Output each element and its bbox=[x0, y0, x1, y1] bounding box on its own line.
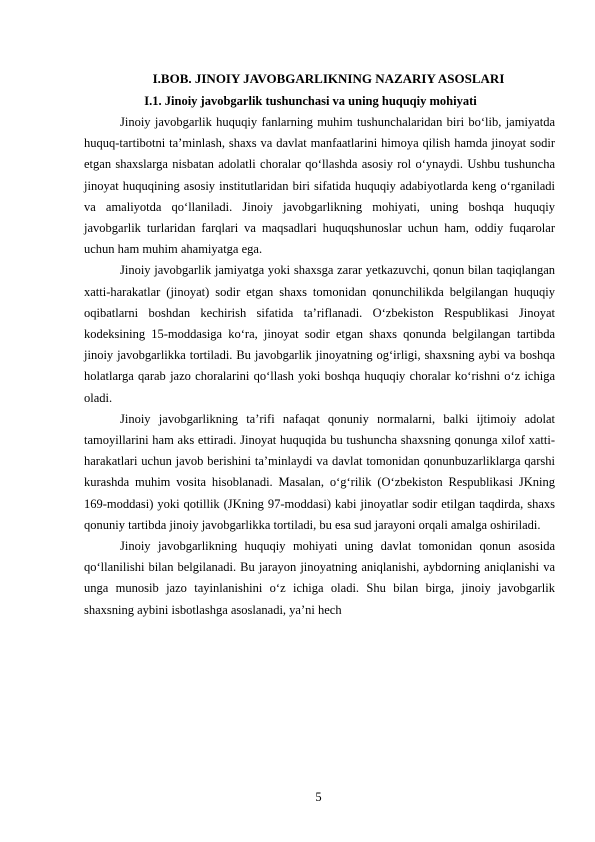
section-title: I.1. Jinoiy javobgarlik tushunchasi va uning huquqiy mohiyati bbox=[144, 94, 477, 108]
paragraph-4: Jinoiy javobgarlikning huquqiy mohiyati uning davlat tomonidan qonun asosida qo‘llanilishi bilan belgilanadi. Bu jarayon jinoyatning aniqlanishi, aybdorning aniqlanishi va unga munosib jazo tayinlanishini o‘z ichiga oladi. Shu bilan birga, jinoiy javobgarlik shaxsning aybini isbotlashga asoslanadi, ya’ni hech bbox=[84, 539, 555, 617]
paragraph-3: Jinoiy javobgarlikning ta’rifi nafaqat qonuniy normalarni, balki ijtimoiy adolat tamoyillarini ham aks ettiradi. Jinoyat huquqida bu tushuncha shaxsning qonunga xilof xatti-harakatlari uchun javob berishini ta’minlaydi va davlat tomonidan qonunbuzarliklarga qarshi kurashda muhim vosita hisoblanadi. Masalan, o‘g‘rilik (O‘zbekiston Respublikasi JKning 169-moddasi) yoki qotillik (JKning 97-moddasi) kabi jinoyatlar sodir etilgan taqdirda, shaxs qonuniy tartibda jinoiy javobgarlikka tortiladi, bu esa sud jarayoni orqali amalga oshiriladi. bbox=[84, 411, 555, 532]
paragraph-2: Jinoiy javobgarlik jamiyatga yoki shaxsga zarar yetkazuvchi, qonun bilan taqiqlangan xatti-harakatlar (jinoyat) sodir etgan shaxs tomonidan qonunchilikda belgilangan huquqiy oqibatlarni boshdan kechirish sifatida ta’riflanadi. O‘zbekiston Respublikasi Jinoyat kodeksining 15-moddasiga ko‘ra, jinoyat sodir etgan shaxs qonunda belgilangan tartibda jinoiy javobgarlikka tortiladi. Bu javobgarlik jinoyatning og‘irligi, shaxsning aybi va boshqa holatlarga qarab jazo choralarini qo‘llash yoki boshqa huquqiy choralar ko‘rishni o‘z ichiga oladi. bbox=[84, 263, 555, 405]
paragraph-1: Jinoiy javobgarlik huquqiy fanlarning muhim tushunchalaridan biri bo‘lib, jamiyatda huquq-tartibotni ta’minlash, shaxs va davlat manfaatlarini himoya qilish hamda jinoyat sodir etgan shaxslarga nisbatan adolatli choralar qo‘llashda asosiy rol o‘ynaydi. Ushbu tushuncha jinoyat huquqining asosiy institutlaridan biri sifatida huquqiy adabiyotlarda keng o‘rganiladi va amaliyotda qo‘llaniladi. Jinoiy javobgarlikning mohiyati, uning boshqa huquqiy javobgarlik turlaridan farqlari va maqsadlari huquqshunoslar uchun ham, oddiy fuqarolar uchun ham muhim ahamiyatga ega. bbox=[84, 115, 555, 257]
page-content bbox=[84, 70, 555, 621]
page-number: 5 bbox=[315, 790, 322, 804]
chapter-title: I.BOB. JINOIY JAVOBGARLIKNING NAZARIY ASOSLARI bbox=[152, 71, 505, 86]
